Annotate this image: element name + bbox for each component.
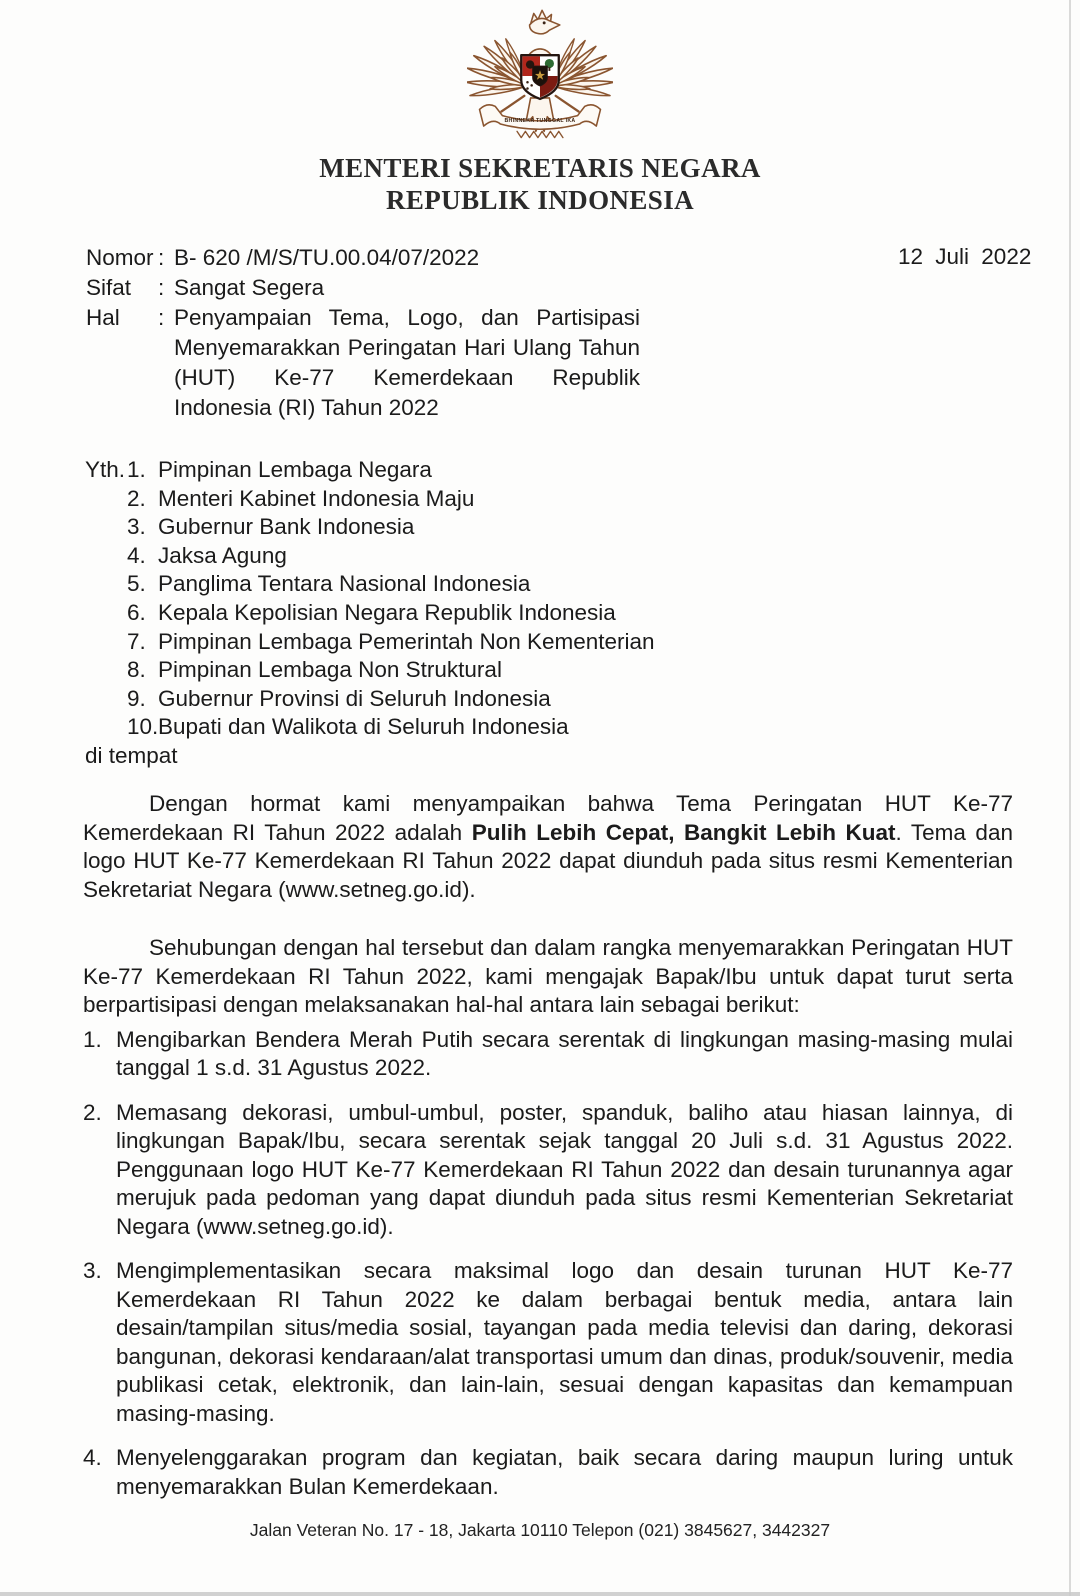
sifat-value: Sangat Segera [174, 275, 325, 300]
scan-artifact-line [1069, 0, 1071, 1596]
emblem-motto: BHINNEKA TUNGGAL IKA [504, 117, 576, 124]
recipients-closing: di tempat [85, 742, 178, 768]
recipient-item: 5. Panglima Tentara Nasional Indonesia [127, 571, 531, 597]
list-item: 1. Mengibarkan Bendera Merah Putih secara serentak di lingkungan masing-masing mulai tanggal 1 s.d. 31 Agustus 2022. [83, 1026, 1013, 1080]
recipient-item: 2. Menteri Kabinet Indonesia Maju [127, 485, 475, 511]
colon: : [158, 305, 165, 330]
participation-list [83, 1026, 1013, 1502]
garuda-pancasila-emblem [467, 6, 613, 144]
list-item: 3. Mengimplementasikan secara maksimal logo dan desain turunan HUT Ke-77 Kemerdekaan RI Tahun 2022 ke dalam berbagai bentuk media, antara lain desain/tampilan situs/media sosial, tayangan pada media televisi dan daring, dekorasi bangunan, dekorasi kendaraan/alat transportasi umum dan dinas, produk/souvenir, media publikasi cetak, elektronik, dan lain-lain, sesuai dengan kapasitas dan kemampuan masing-masing. [83, 1258, 1013, 1426]
letter-meta [86, 243, 686, 423]
colon: : [158, 275, 165, 300]
ministry-title: MENTERI SEKRETARIS NEGARA [319, 153, 761, 183]
recipient-item: 10. Bupati dan Walikota di Seluruh Indonesia [127, 714, 569, 740]
recipient-item: 9. Gubernur Provinsi di Seluruh Indonesia [127, 685, 551, 711]
theme-bold-text: Pulih Lebih Cepat, Bangkit Lebih Kuat [471, 819, 896, 845]
nomor-value: B- 620 /M/S/TU.00.04/07/2022 [174, 245, 480, 270]
letterhead [0, 152, 1080, 216]
nomor-label: Nomor [86, 245, 154, 270]
paragraph-2: Sehubungan dengan hal tersebut dan dalam rangka menyemarakkan Peringatan HUT Ke-77 Kemerdekaan RI Tahun 2022, kami mengajak Bapak/Ibu untuk dapat turut serta berpartisipasi dengan melaksanakan hal-hal antara lain sebagai berikut: [83, 935, 1013, 1017]
hal-value: Penyampaian Tema, Logo, dan Partisipasi Menyemarakkan Peringatan Hari Ulang Tahun (HUT) Ke-77 Kemerdekaan Republik Indonesia (RI) Tahun 2022 [174, 305, 640, 420]
sifat-label: Sifat [86, 275, 132, 300]
meta-row-nomor [86, 243, 686, 273]
recipient-item: 7. Pimpinan Lembaga Pemerintah Non Kementerian [127, 628, 655, 654]
footer-address: Jalan Veteran No. 17 - 18, Jakarta 10110 Telepon (021) 3845627, 3442327 [249, 1520, 831, 1540]
recipient-item: 4. Jaksa Agung [127, 542, 287, 568]
recipient-item: 1. Pimpinan Lembaga Negara [127, 457, 432, 482]
pancasila-shield [521, 55, 559, 99]
republic-title: REPUBLIK INDONESIA [385, 185, 694, 215]
recipients-list [127, 456, 655, 742]
recipient-item: 6. Kepala Kepolisian Negara Republik Indonesia [127, 599, 616, 625]
scan-artifact-edge [0, 1592, 1080, 1596]
letter-date: 12 Juli 2022 [898, 244, 1032, 269]
salutation: Yth. [85, 457, 126, 482]
recipient-item: 8. Pimpinan Lembaga Non Struktural [127, 657, 502, 683]
colon: : [158, 245, 165, 270]
recipients-block [85, 456, 655, 771]
meta-row-hal [86, 303, 686, 423]
letter-body [83, 790, 1013, 1501]
recipient-item: 3. Gubernur Bank Indonesia [127, 514, 415, 540]
list-item: 4. Menyelenggarakan program dan kegiatan, baik secara daring maupun luring untuk menyemarakkan Bulan Kemerdekaan. [83, 1445, 1013, 1499]
paragraph-1: Dengan hormat kami menyampaikan bahwa Tema Peringatan HUT Ke-77 Kemerdekaan RI Tahun 2022 adalah Pulih Lebih Cepat, Bangkit Lebih Kuat. Tema dan logo HUT Ke-77 Kemerdekaan RI Tahun 2022 dapat diunduh pada situs resmi Kementerian Sekretariat Negara (www.setneg.go.id). [83, 791, 1013, 902]
meta-row-sifat [86, 273, 686, 303]
list-item: 2. Memasang dekorasi, umbul-umbul, poster, spanduk, baliho atau hiasan lainnya, di lingkungan Bapak/Ibu, secara serentak sejak tanggal 20 Juli s.d. 31 Agustus 2022. Penggunaan logo HUT Ke-77 Kemerdekaan RI Tahun 2022 dan desain turunannya agar merujuk pada pedoman yang dapat diunduh pada situs resmi Kementerian Sekretariat Negara (www.setneg.go.id). [83, 1099, 1013, 1239]
hal-label: Hal [86, 305, 120, 330]
